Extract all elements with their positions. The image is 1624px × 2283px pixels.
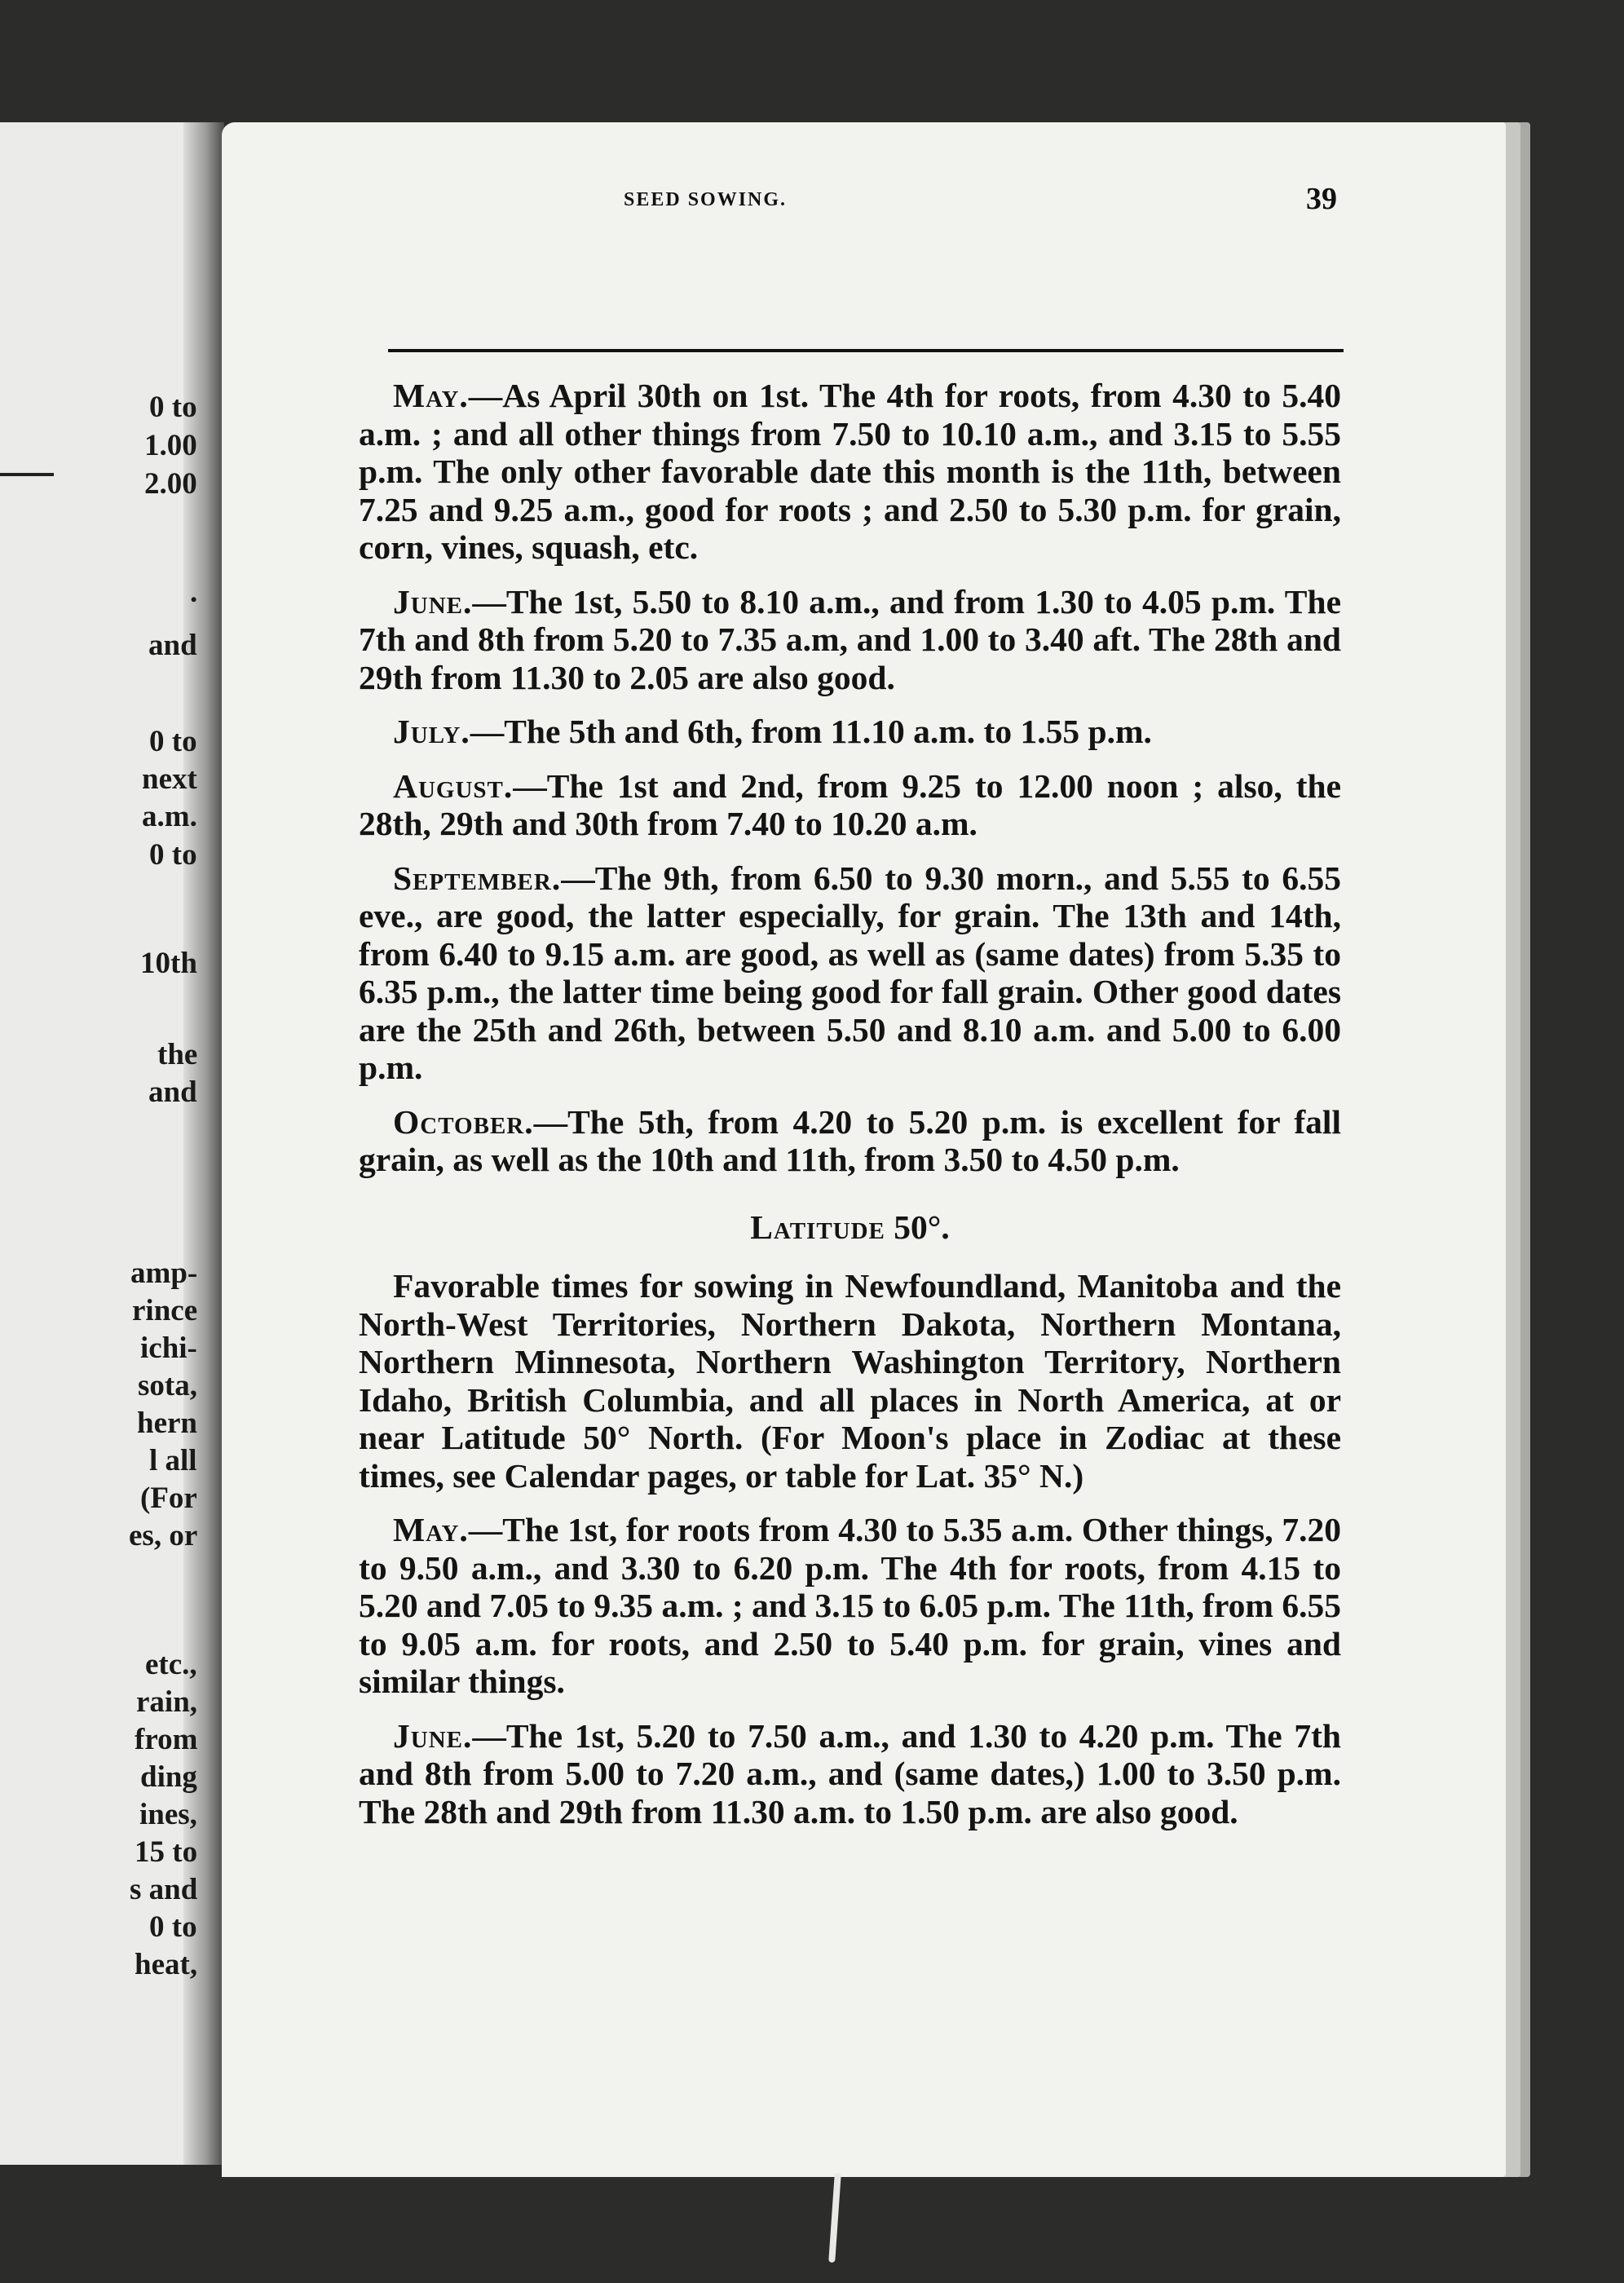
- month-paragraph: [359, 1717, 1341, 1831]
- month-paragraph: [359, 1511, 1341, 1701]
- left-fragment: next: [142, 762, 197, 796]
- page-number: 39: [1306, 182, 1337, 216]
- section-heading: [359, 1208, 1341, 1247]
- paragraph-text: —The 1st, 5.20 to 7.50 a.m., and 1.30 to 4.20 p.m. The 7th and 8th from 5.00 to 7.20 a.m., and (same dates,) 1.00 to 3.50 p.m. The 28th and 29th from 11.30 a.m. to 1.50 p.m. are also good.: [359, 1716, 1341, 1830]
- running-head: SEED SOWING.: [624, 189, 788, 210]
- left-fragment: es, or: [129, 1519, 198, 1552]
- left-fragment: 0 to: [149, 725, 197, 758]
- month-paragraph: [359, 1103, 1341, 1179]
- left-fragment: and: [148, 1075, 197, 1109]
- month-paragraph: [359, 583, 1341, 697]
- month-label: May.: [393, 377, 469, 414]
- month-paragraph: [359, 377, 1341, 567]
- month-label: June.: [393, 1716, 473, 1755]
- header-rule: [388, 349, 1344, 352]
- left-fragment: .: [190, 576, 198, 609]
- month-label: August.: [393, 766, 514, 805]
- left-fragment: 0 to: [149, 838, 197, 872]
- month-label: October.: [393, 1102, 534, 1141]
- page-header: [167, 181, 1353, 214]
- section-heading-value: 50°.: [894, 1208, 950, 1246]
- left-fragment: ines,: [139, 1798, 197, 1831]
- paragraph-text: —The 1st and 2nd, from 9.25 to 12.00 noon ; also, the 28th, 29th and 30th from 7.40 to 10.20 a.m.: [359, 766, 1341, 842]
- left-fragment: sota,: [138, 1369, 197, 1402]
- paragraph-text: —The 5th, from 4.20 to 5.20 p.m. is excellent for fall grain, as well as the 10th and 11th, from 3.50 to 4.50 p.m.: [359, 1102, 1341, 1178]
- left-fragment: rain,: [136, 1685, 198, 1719]
- page-body: [359, 377, 1341, 1847]
- left-fragment: from: [135, 1723, 198, 1756]
- paragraph-text: —The 9th, from 6.50 to 9.30 morn., and 5.55 to 6.55 eve., are good, the latter especially, for grain. The 13th and 14th, from 6.40 to 9.15 a.m. are good, as well as (same dates) from 5.35 to 6.35 p.m., the latter time being good for fall grain. Other good dates are the 25th and 26th, between 5.50 and 8.10 a.m. and 5.00 to 6.00 p.m.: [359, 859, 1341, 1086]
- intro-paragraph: Favorable times for sowing in Newfoundland, Manitoba and the North-West Territories, Northern Dakota, Northern Montana, Northern Minnesota, Northern Washington Territory, Northern Idaho, British Columbia, and all places in North America, at or near Latitude 50° North. (For Moon's place in Zodiac at these times, see Calendar pages, or table for Lat. 35° N.): [359, 1267, 1341, 1495]
- paragraph-text: —The 1st, for roots from 4.30 to 5.35 a.m. Other things, 7.20 to 9.50 a.m., and 3.30 to 6.20 p.m. The 4th for roots, from 4.15 to 5.20 and 7.05 to 9.35 a.m. ; and 3.15 to 6.05 p.m. The 11th, from 6.55 to 9.05 a.m. for roots, and 2.50 to 5.40 p.m. for grain, vines and similar things.: [359, 1511, 1341, 1700]
- left-fragment: and: [148, 629, 197, 662]
- month-label: July.: [393, 713, 470, 750]
- left-fragment: etc.,: [145, 1648, 197, 1681]
- left-fragment: ding: [140, 1760, 197, 1794]
- left-fragment: 1.00: [144, 429, 197, 462]
- month-paragraph: [359, 767, 1341, 843]
- left-page-rule: [0, 473, 54, 476]
- left-fragment: 0 to: [149, 1910, 197, 1944]
- left-fragment: rince: [132, 1294, 198, 1327]
- binding-thread: [828, 2173, 841, 2263]
- left-fragment: the: [157, 1038, 198, 1071]
- left-fragment: a.m.: [142, 800, 197, 833]
- left-fragment: (For: [140, 1482, 197, 1515]
- left-fragment: l all: [149, 1444, 197, 1477]
- left-fragment: 2.00: [144, 467, 197, 501]
- month-label: May.: [393, 1511, 469, 1548]
- month-label: June.: [393, 582, 473, 620]
- month-label: September.: [393, 859, 562, 897]
- month-paragraph: [359, 859, 1341, 1087]
- paragraph-text: —The 1st, 5.50 to 8.10 a.m., and from 1.30 to 4.05 p.m. The 7th and 8th from 5.20 to 7.35 a.m, and 1.00 to 3.40 aft. The 28th and 29th from 11.30 to 2.05 are also good.: [359, 582, 1341, 696]
- left-fragment: ichi-: [140, 1331, 197, 1365]
- left-fragment: heat,: [135, 1948, 198, 1981]
- left-fragment: 10th: [140, 947, 197, 980]
- left-fragment: amp-: [130, 1256, 198, 1290]
- left-fragment: s and: [130, 1873, 198, 1906]
- section-heading-label: Latitude: [750, 1208, 885, 1246]
- left-fragment: 15 to: [135, 1835, 198, 1869]
- left-fragment: hern: [137, 1406, 197, 1440]
- paragraph-text: —The 5th and 6th, from 11.10 a.m. to 1.55 p.m.: [470, 713, 1152, 750]
- month-paragraph: [359, 713, 1341, 751]
- left-fragment: 0 to: [149, 391, 197, 424]
- paragraph-text: —As April 30th on 1st. The 4th for roots, from 4.30 to 5.40 a.m. ; and all other things from 7.50 to 10.10 a.m., and 3.15 to 5.55 p.m. The only other favorable date this month is the 11th, between 7.25 and 9.25 a.m., good for roots ; and 2.50 to 5.30 p.m. for grain, corn, vines, squash, etc.: [359, 377, 1341, 566]
